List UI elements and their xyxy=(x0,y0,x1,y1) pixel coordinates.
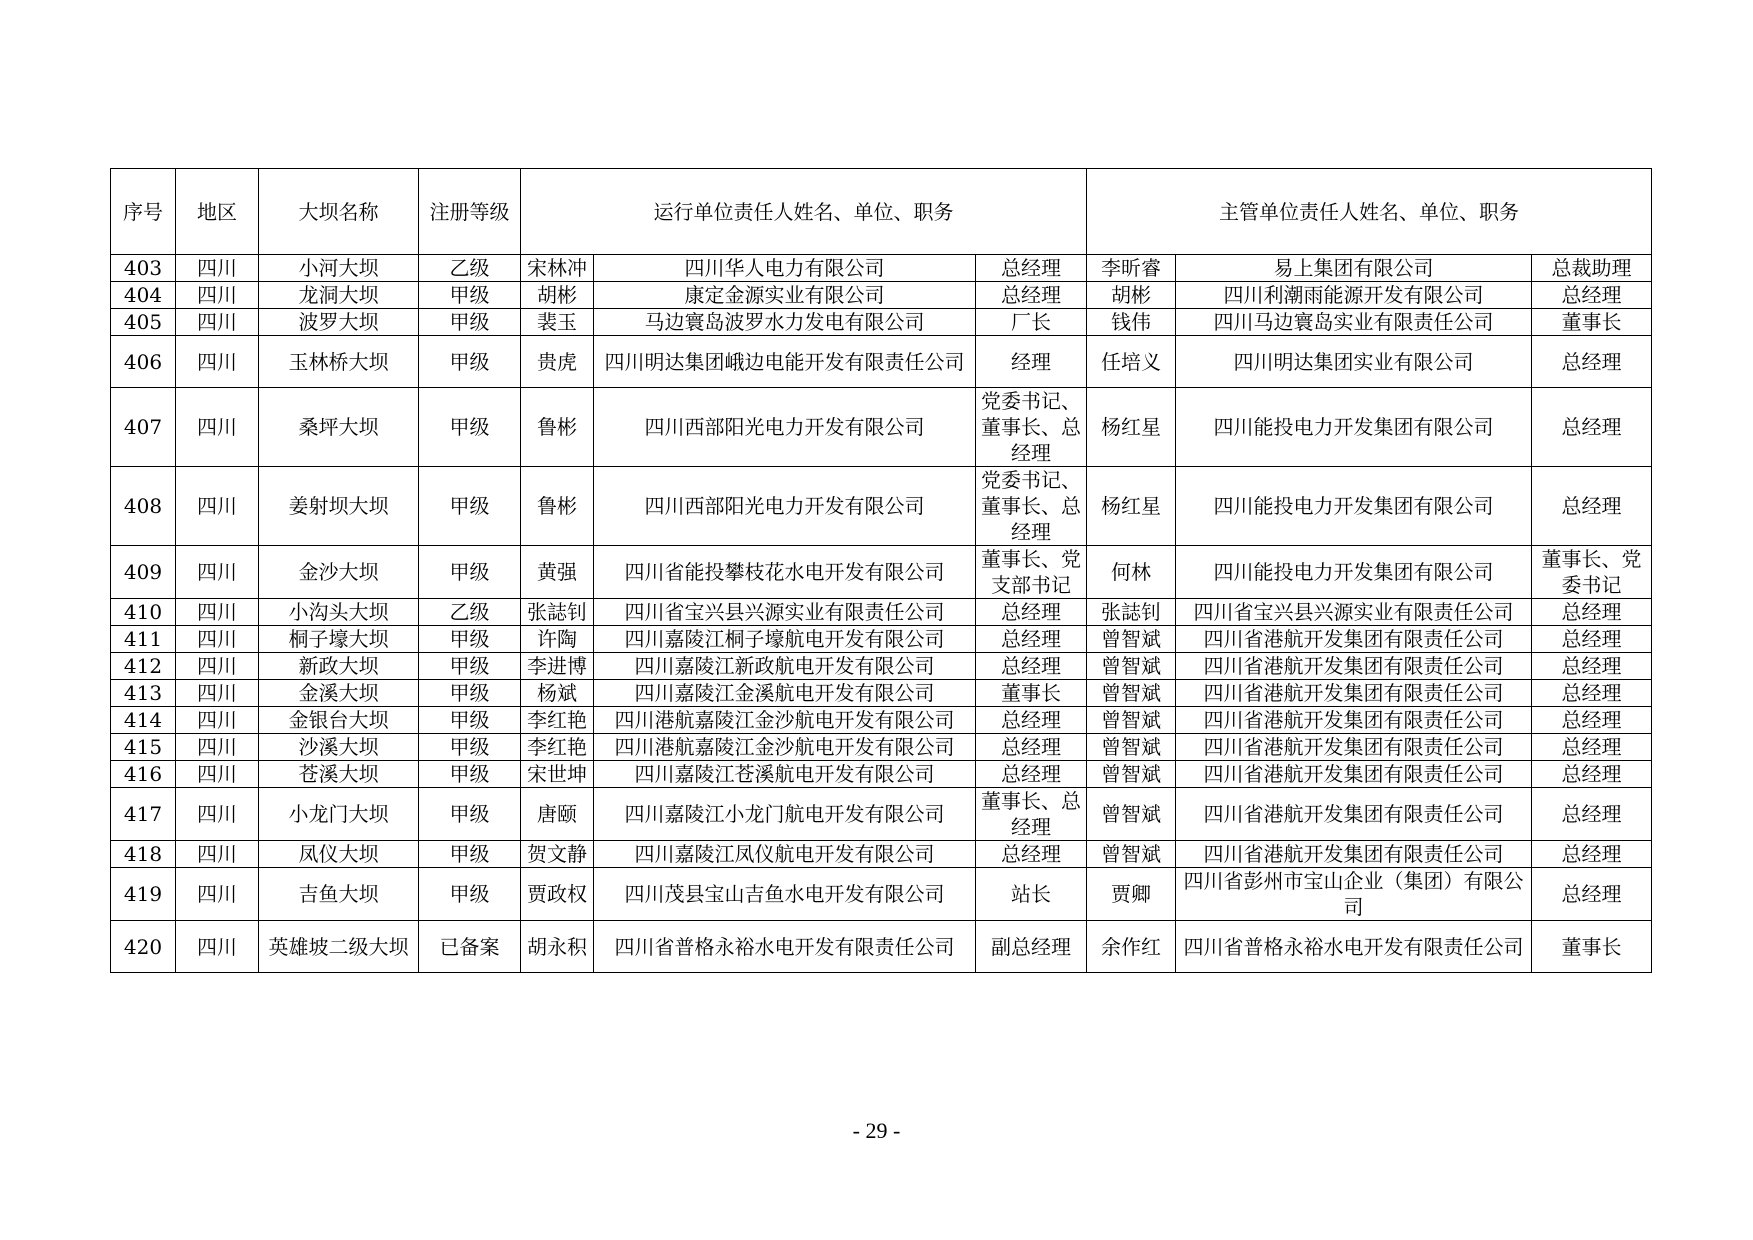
cell-seq: 419 xyxy=(111,868,176,921)
cell-operator-unit: 四川嘉陵江苍溪航电开发有限公司 xyxy=(594,761,976,788)
cell-seq: 406 xyxy=(111,336,176,388)
cell-dam-name: 小河大坝 xyxy=(259,255,419,282)
cell-dam-name: 小沟头大坝 xyxy=(259,599,419,626)
cell-seq: 417 xyxy=(111,788,176,841)
cell-supervisor-name: 曾智斌 xyxy=(1087,788,1176,841)
table-row xyxy=(111,841,1652,868)
cell-supervisor-name: 张誌钊 xyxy=(1087,599,1176,626)
cell-supervisor-name: 曾智斌 xyxy=(1087,841,1176,868)
cell-region: 四川 xyxy=(176,761,259,788)
cell-operator-name: 李红艳 xyxy=(521,707,594,734)
table-row xyxy=(111,868,1652,921)
cell-region: 四川 xyxy=(176,599,259,626)
cell-grade: 甲级 xyxy=(419,388,521,467)
cell-supervisor-title: 总裁助理 xyxy=(1532,255,1652,282)
table-body xyxy=(111,255,1652,973)
cell-operator-unit: 四川嘉陵江小龙门航电开发有限公司 xyxy=(594,788,976,841)
cell-supervisor-name: 杨红星 xyxy=(1087,388,1176,467)
cell-operator-unit: 四川明达集团峨边电能开发有限责任公司 xyxy=(594,336,976,388)
cell-dam-name: 龙洞大坝 xyxy=(259,282,419,309)
cell-supervisor-name: 曾智斌 xyxy=(1087,707,1176,734)
cell-operator-unit: 康定金源实业有限公司 xyxy=(594,282,976,309)
cell-operator-name: 贾政权 xyxy=(521,868,594,921)
cell-operator-name: 张誌钊 xyxy=(521,599,594,626)
cell-supervisor-title: 总经理 xyxy=(1532,626,1652,653)
cell-supervisor-name: 曾智斌 xyxy=(1087,734,1176,761)
header-grade: 注册等级 xyxy=(419,169,521,255)
cell-supervisor-unit: 四川省港航开发集团有限责任公司 xyxy=(1176,707,1532,734)
cell-supervisor-name: 任培义 xyxy=(1087,336,1176,388)
cell-operator-unit: 四川嘉陵江金溪航电开发有限公司 xyxy=(594,680,976,707)
cell-grade: 甲级 xyxy=(419,546,521,599)
cell-operator-title: 党委书记、董事长、总经理 xyxy=(976,467,1087,546)
cell-supervisor-title: 总经理 xyxy=(1532,761,1652,788)
cell-region: 四川 xyxy=(176,336,259,388)
cell-supervisor-title: 总经理 xyxy=(1532,680,1652,707)
table-row xyxy=(111,336,1652,388)
table-row xyxy=(111,734,1652,761)
cell-operator-unit: 四川嘉陵江凤仪航电开发有限公司 xyxy=(594,841,976,868)
cell-operator-title: 副总经理 xyxy=(976,921,1087,973)
cell-operator-name: 胡彬 xyxy=(521,282,594,309)
cell-seq: 405 xyxy=(111,309,176,336)
cell-grade: 甲级 xyxy=(419,761,521,788)
cell-seq: 408 xyxy=(111,467,176,546)
cell-seq: 414 xyxy=(111,707,176,734)
cell-seq: 416 xyxy=(111,761,176,788)
table-row xyxy=(111,707,1652,734)
cell-grade: 乙级 xyxy=(419,599,521,626)
header-region: 地区 xyxy=(176,169,259,255)
cell-grade: 乙级 xyxy=(419,255,521,282)
cell-supervisor-unit: 四川能投电力开发集团有限公司 xyxy=(1176,388,1532,467)
cell-supervisor-unit: 四川省港航开发集团有限责任公司 xyxy=(1176,841,1532,868)
cell-supervisor-title: 总经理 xyxy=(1532,282,1652,309)
cell-region: 四川 xyxy=(176,734,259,761)
cell-dam-name: 桑坪大坝 xyxy=(259,388,419,467)
cell-dam-name: 金溪大坝 xyxy=(259,680,419,707)
cell-grade: 甲级 xyxy=(419,707,521,734)
cell-dam-name: 凤仪大坝 xyxy=(259,841,419,868)
cell-supervisor-unit: 四川省港航开发集团有限责任公司 xyxy=(1176,626,1532,653)
header-seq: 序号 xyxy=(111,169,176,255)
cell-dam-name: 桐子壕大坝 xyxy=(259,626,419,653)
table-row xyxy=(111,388,1652,467)
cell-region: 四川 xyxy=(176,626,259,653)
cell-seq: 403 xyxy=(111,255,176,282)
dam-responsibility-table xyxy=(110,168,1652,973)
cell-region: 四川 xyxy=(176,653,259,680)
cell-operator-title: 总经理 xyxy=(976,734,1087,761)
cell-supervisor-unit: 四川省彭州市宝山企业（集团）有限公司 xyxy=(1176,868,1532,921)
cell-operator-name: 李红艳 xyxy=(521,734,594,761)
cell-operator-unit: 四川嘉陵江桐子壕航电开发有限公司 xyxy=(594,626,976,653)
cell-region: 四川 xyxy=(176,680,259,707)
cell-seq: 415 xyxy=(111,734,176,761)
cell-dam-name: 金银台大坝 xyxy=(259,707,419,734)
cell-operator-name: 杨斌 xyxy=(521,680,594,707)
cell-operator-name: 许陶 xyxy=(521,626,594,653)
cell-supervisor-name: 李昕睿 xyxy=(1087,255,1176,282)
cell-supervisor-unit: 四川省普格永裕水电开发有限责任公司 xyxy=(1176,921,1532,973)
cell-grade: 甲级 xyxy=(419,467,521,546)
cell-supervisor-title: 董事长 xyxy=(1532,309,1652,336)
cell-operator-title: 总经理 xyxy=(976,653,1087,680)
cell-dam-name: 波罗大坝 xyxy=(259,309,419,336)
cell-supervisor-unit: 四川马边寰岛实业有限责任公司 xyxy=(1176,309,1532,336)
page-number: - 29 - xyxy=(852,1118,901,1143)
cell-dam-name: 沙溪大坝 xyxy=(259,734,419,761)
cell-grade: 甲级 xyxy=(419,841,521,868)
cell-operator-name: 李进博 xyxy=(521,653,594,680)
cell-operator-title: 董事长 xyxy=(976,680,1087,707)
cell-supervisor-unit: 四川省港航开发集团有限责任公司 xyxy=(1176,680,1532,707)
cell-supervisor-unit: 易上集团有限公司 xyxy=(1176,255,1532,282)
cell-supervisor-name: 何林 xyxy=(1087,546,1176,599)
cell-operator-title: 党委书记、董事长、总经理 xyxy=(976,388,1087,467)
cell-operator-title: 站长 xyxy=(976,868,1087,921)
cell-region: 四川 xyxy=(176,282,259,309)
cell-operator-name: 宋林冲 xyxy=(521,255,594,282)
cell-operator-name: 胡永积 xyxy=(521,921,594,973)
cell-region: 四川 xyxy=(176,707,259,734)
cell-region: 四川 xyxy=(176,388,259,467)
cell-operator-name: 裴玉 xyxy=(521,309,594,336)
cell-supervisor-title: 总经理 xyxy=(1532,734,1652,761)
cell-supervisor-name: 曾智斌 xyxy=(1087,653,1176,680)
cell-grade: 已备案 xyxy=(419,921,521,973)
cell-operator-title: 总经理 xyxy=(976,707,1087,734)
cell-supervisor-unit: 四川省宝兴县兴源实业有限责任公司 xyxy=(1176,599,1532,626)
cell-seq: 407 xyxy=(111,388,176,467)
cell-supervisor-unit: 四川省港航开发集团有限责任公司 xyxy=(1176,734,1532,761)
header-dam-name: 大坝名称 xyxy=(259,169,419,255)
table-row xyxy=(111,680,1652,707)
cell-region: 四川 xyxy=(176,921,259,973)
cell-supervisor-name: 曾智斌 xyxy=(1087,680,1176,707)
cell-operator-title: 总经理 xyxy=(976,626,1087,653)
table-row xyxy=(111,599,1652,626)
cell-grade: 甲级 xyxy=(419,282,521,309)
table-row xyxy=(111,653,1652,680)
cell-supervisor-title: 总经理 xyxy=(1532,868,1652,921)
cell-supervisor-name: 钱伟 xyxy=(1087,309,1176,336)
cell-dam-name: 玉林桥大坝 xyxy=(259,336,419,388)
cell-operator-unit: 四川嘉陵江新政航电开发有限公司 xyxy=(594,653,976,680)
cell-seq: 410 xyxy=(111,599,176,626)
cell-supervisor-unit: 四川省港航开发集团有限责任公司 xyxy=(1176,653,1532,680)
cell-grade: 甲级 xyxy=(419,734,521,761)
cell-grade: 甲级 xyxy=(419,336,521,388)
cell-supervisor-name: 余作红 xyxy=(1087,921,1176,973)
table-row xyxy=(111,309,1652,336)
cell-seq: 412 xyxy=(111,653,176,680)
table-row xyxy=(111,282,1652,309)
cell-region: 四川 xyxy=(176,255,259,282)
cell-operator-unit: 四川华人电力有限公司 xyxy=(594,255,976,282)
header-supervisor: 主管单位责任人姓名、单位、职务 xyxy=(1087,169,1652,255)
cell-operator-title: 总经理 xyxy=(976,841,1087,868)
cell-supervisor-unit: 四川省港航开发集团有限责任公司 xyxy=(1176,761,1532,788)
cell-operator-name: 贺文静 xyxy=(521,841,594,868)
cell-seq: 413 xyxy=(111,680,176,707)
cell-grade: 甲级 xyxy=(419,309,521,336)
cell-operator-name: 黄强 xyxy=(521,546,594,599)
cell-dam-name: 吉鱼大坝 xyxy=(259,868,419,921)
cell-grade: 甲级 xyxy=(419,788,521,841)
cell-operator-name: 贵虎 xyxy=(521,336,594,388)
cell-supervisor-title: 董事长、党委书记 xyxy=(1532,546,1652,599)
cell-supervisor-name: 杨红星 xyxy=(1087,467,1176,546)
cell-operator-title: 董事长、党支部书记 xyxy=(976,546,1087,599)
cell-operator-title: 厂长 xyxy=(976,309,1087,336)
table-row xyxy=(111,921,1652,973)
table-row xyxy=(111,546,1652,599)
cell-supervisor-title: 董事长 xyxy=(1532,921,1652,973)
cell-grade: 甲级 xyxy=(419,680,521,707)
cell-grade: 甲级 xyxy=(419,626,521,653)
cell-supervisor-title: 总经理 xyxy=(1532,388,1652,467)
cell-operator-unit: 四川西部阳光电力开发有限公司 xyxy=(594,467,976,546)
cell-supervisor-unit: 四川能投电力开发集团有限公司 xyxy=(1176,467,1532,546)
cell-grade: 甲级 xyxy=(419,868,521,921)
cell-dam-name: 英雄坡二级大坝 xyxy=(259,921,419,973)
table-row xyxy=(111,761,1652,788)
cell-region: 四川 xyxy=(176,788,259,841)
table-row xyxy=(111,626,1652,653)
cell-supervisor-name: 贾卿 xyxy=(1087,868,1176,921)
cell-operator-name: 鲁彬 xyxy=(521,388,594,467)
cell-operator-title: 总经理 xyxy=(976,761,1087,788)
cell-region: 四川 xyxy=(176,467,259,546)
cell-supervisor-title: 总经理 xyxy=(1532,788,1652,841)
cell-supervisor-unit: 四川利潮雨能源开发有限公司 xyxy=(1176,282,1532,309)
cell-seq: 418 xyxy=(111,841,176,868)
cell-supervisor-unit: 四川明达集团实业有限公司 xyxy=(1176,336,1532,388)
cell-seq: 411 xyxy=(111,626,176,653)
cell-operator-unit: 四川西部阳光电力开发有限公司 xyxy=(594,388,976,467)
cell-operator-unit: 四川港航嘉陵江金沙航电开发有限公司 xyxy=(594,734,976,761)
cell-operator-unit: 四川茂县宝山吉鱼水电开发有限公司 xyxy=(594,868,976,921)
table-header-row xyxy=(111,169,1652,255)
cell-operator-unit: 马边寰岛波罗水力发电有限公司 xyxy=(594,309,976,336)
cell-operator-name: 唐颐 xyxy=(521,788,594,841)
cell-operator-name: 鲁彬 xyxy=(521,467,594,546)
cell-supervisor-title: 总经理 xyxy=(1532,336,1652,388)
cell-supervisor-unit: 四川能投电力开发集团有限公司 xyxy=(1176,546,1532,599)
cell-supervisor-title: 总经理 xyxy=(1532,653,1652,680)
cell-region: 四川 xyxy=(176,868,259,921)
cell-operator-title: 总经理 xyxy=(976,255,1087,282)
cell-seq: 409 xyxy=(111,546,176,599)
cell-supervisor-title: 总经理 xyxy=(1532,841,1652,868)
cell-dam-name: 姜射坝大坝 xyxy=(259,467,419,546)
cell-supervisor-title: 总经理 xyxy=(1532,599,1652,626)
table-row xyxy=(111,467,1652,546)
cell-seq: 404 xyxy=(111,282,176,309)
cell-dam-name: 苍溪大坝 xyxy=(259,761,419,788)
header-operator: 运行单位责任人姓名、单位、职务 xyxy=(521,169,1087,255)
cell-operator-title: 经理 xyxy=(976,336,1087,388)
cell-dam-name: 新政大坝 xyxy=(259,653,419,680)
cell-operator-name: 宋世坤 xyxy=(521,761,594,788)
cell-supervisor-title: 总经理 xyxy=(1532,467,1652,546)
cell-dam-name: 小龙门大坝 xyxy=(259,788,419,841)
cell-operator-title: 总经理 xyxy=(976,282,1087,309)
cell-operator-unit: 四川省普格永裕水电开发有限责任公司 xyxy=(594,921,976,973)
cell-supervisor-title: 总经理 xyxy=(1532,707,1652,734)
cell-supervisor-name: 胡彬 xyxy=(1087,282,1176,309)
cell-grade: 甲级 xyxy=(419,653,521,680)
cell-region: 四川 xyxy=(176,546,259,599)
cell-operator-title: 总经理 xyxy=(976,599,1087,626)
cell-dam-name: 金沙大坝 xyxy=(259,546,419,599)
cell-region: 四川 xyxy=(176,841,259,868)
cell-operator-unit: 四川省宝兴县兴源实业有限责任公司 xyxy=(594,599,976,626)
cell-operator-title: 董事长、总经理 xyxy=(976,788,1087,841)
cell-seq: 420 xyxy=(111,921,176,973)
table-row xyxy=(111,788,1652,841)
cell-supervisor-name: 曾智斌 xyxy=(1087,761,1176,788)
cell-supervisor-name: 曾智斌 xyxy=(1087,626,1176,653)
table-row xyxy=(111,255,1652,282)
cell-supervisor-unit: 四川省港航开发集团有限责任公司 xyxy=(1176,788,1532,841)
cell-operator-unit: 四川省能投攀枝花水电开发有限公司 xyxy=(594,546,976,599)
cell-region: 四川 xyxy=(176,309,259,336)
cell-operator-unit: 四川港航嘉陵江金沙航电开发有限公司 xyxy=(594,707,976,734)
